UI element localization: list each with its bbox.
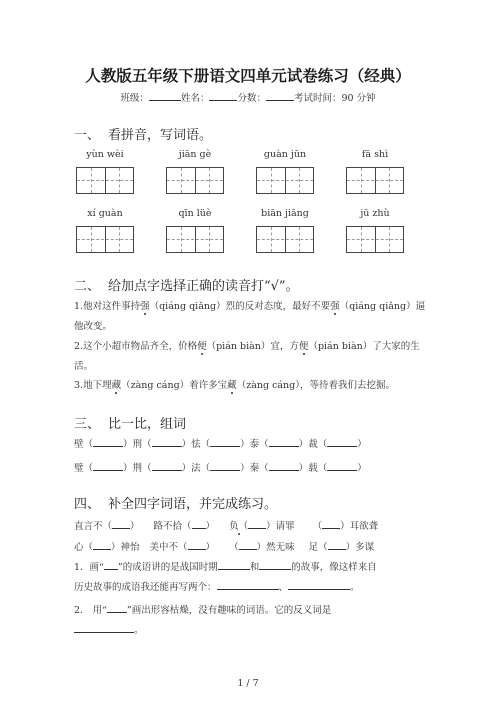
- pinyin-label: yùn wèi: [86, 149, 124, 160]
- writing-grid[interactable]: [346, 167, 404, 194]
- text: 2． 用“: [74, 605, 107, 616]
- section-2-title: 给加点字选择正确的读音打“√”。: [108, 279, 299, 294]
- answer-blank[interactable]: [322, 519, 340, 529]
- answer-blank[interactable]: [210, 437, 240, 447]
- writing-grid[interactable]: [166, 167, 224, 194]
- dotted-char: 藏: [227, 380, 237, 391]
- char: 秦: [249, 463, 260, 474]
- dotted-char: 强: [330, 301, 340, 312]
- paren: （: [83, 439, 94, 450]
- pinyin-label: biān jiāng: [261, 208, 309, 219]
- char: 壁: [74, 439, 84, 450]
- writing-grid[interactable]: [256, 167, 314, 194]
- pronunciation-options[interactable]: （pián biàn）了大家的生: [308, 341, 420, 352]
- text: 的故事，像这样来自: [291, 562, 377, 573]
- dotted-char: 藏: [111, 380, 122, 391]
- answer-blank[interactable]: [259, 560, 291, 570]
- answer-blank[interactable]: [288, 580, 350, 590]
- exam-time: 考试时间：90 分钟: [293, 93, 376, 104]
- text: ）多谋: [345, 542, 375, 553]
- text: 直言不（: [74, 521, 113, 532]
- paren: ）: [181, 439, 192, 450]
- class-blank[interactable]: [149, 91, 181, 101]
- text: 。: [350, 582, 360, 593]
- text: ）然无味: [256, 542, 295, 553]
- pinyin-label: guàn jūn: [263, 149, 307, 160]
- paren: （: [200, 439, 211, 450]
- section-4-title: 补全四字词语，并完成练习。: [108, 497, 278, 512]
- answer-blank[interactable]: [269, 461, 299, 471]
- text: ）请罪: [266, 521, 295, 532]
- answer-blank[interactable]: [239, 540, 257, 550]
- char: 璧: [74, 463, 84, 474]
- text: 和: [249, 562, 260, 573]
- char: 怯: [191, 439, 201, 450]
- pronunciation-options[interactable]: （pián biàn）宜，方: [206, 341, 299, 352]
- char: 刑: [132, 439, 143, 450]
- student-info-line: [0, 90, 496, 104]
- pronunciation-options[interactable]: （qiáng qiǎng）烈的反对态度，最好不要: [149, 301, 331, 312]
- text: 1.他对这件事持: [74, 301, 141, 312]
- dotted-char: 便: [197, 341, 207, 352]
- section-4-heading: [74, 493, 277, 512]
- writing-grid[interactable]: [346, 226, 404, 253]
- paren: （: [142, 463, 152, 474]
- char: 泰: [249, 439, 260, 450]
- idiom-row: [74, 518, 378, 532]
- section-2-number: 二、: [74, 279, 101, 294]
- text: ）: [130, 521, 140, 532]
- writing-grid[interactable]: [76, 167, 134, 194]
- text: ）: [205, 521, 216, 532]
- page-number: 1 / 7: [237, 678, 259, 689]
- section-3-heading: [74, 413, 186, 432]
- paren: ）: [298, 463, 309, 474]
- paren: ）: [357, 439, 367, 450]
- paren: （: [259, 439, 269, 450]
- answer-blank[interactable]: [218, 560, 250, 570]
- answer-blank[interactable]: [152, 461, 182, 471]
- paren: ）: [240, 463, 250, 474]
- text: ”的成语讲的是战国时期: [117, 562, 218, 573]
- char: 裁: [308, 439, 318, 450]
- paren: （: [200, 463, 211, 474]
- answer-blank[interactable]: [188, 540, 206, 550]
- text: （: [229, 542, 239, 553]
- question-line: [74, 338, 420, 352]
- text: 美中不（: [149, 542, 188, 553]
- section-3-number: 三、: [74, 417, 101, 432]
- question-line: [74, 622, 144, 636]
- answer-blank[interactable]: [248, 519, 266, 529]
- char: 荆: [132, 463, 143, 474]
- section-1-heading: [74, 124, 212, 143]
- name-label: 姓名：: [180, 93, 210, 104]
- answer-blank[interactable]: [152, 437, 182, 447]
- question-line: [74, 298, 425, 312]
- score-label: 分数：: [237, 93, 266, 104]
- compare-row: [74, 436, 367, 450]
- paren: （: [142, 439, 152, 450]
- text: ”画出形容枯燥，没有趣味的词语。它的反义词是: [126, 605, 332, 616]
- section-2-heading: [74, 275, 299, 294]
- class-label: 班级：: [120, 93, 149, 104]
- mark-sample: [107, 603, 127, 613]
- pinyin-label: qīn lüè: [178, 208, 212, 219]
- mark-sample: [104, 560, 118, 570]
- pinyin-label: xí guàn: [87, 208, 123, 219]
- compare-row: [74, 460, 367, 474]
- section-4-number: 四、: [74, 497, 101, 512]
- answer-blank[interactable]: [93, 437, 123, 447]
- text: 。: [134, 625, 144, 636]
- pinyin-label: fā shì: [361, 149, 389, 160]
- paren: ）: [123, 439, 133, 450]
- text: 历史故事的成语我还能再写两个：: [74, 582, 217, 593]
- question-line: [74, 602, 331, 616]
- paren: ）: [181, 463, 192, 474]
- idiom-row: [74, 539, 374, 553]
- text: ）耳欲聋: [340, 521, 379, 532]
- answer-blank[interactable]: [93, 540, 111, 550]
- writing-grid[interactable]: [166, 226, 224, 253]
- paren: ）: [240, 439, 250, 450]
- writing-grid[interactable]: [76, 226, 134, 253]
- question-line: 他改变。: [74, 321, 113, 332]
- text: 、: [278, 582, 289, 593]
- text: 3.地下埋: [74, 380, 112, 391]
- text: ）神怡: [111, 542, 140, 553]
- pronunciation-options[interactable]: （zàng cáng）着许多宝: [121, 380, 228, 391]
- text: 足（: [308, 542, 328, 553]
- paren: （: [83, 463, 94, 474]
- answer-blank[interactable]: [74, 623, 134, 633]
- pronunciation-options[interactable]: （qiáng qiǎng）逼: [339, 301, 426, 312]
- text: 2.这个小超市物品齐全，价格: [74, 341, 198, 352]
- score-blank[interactable]: [266, 91, 294, 101]
- dotted-char: 负（: [229, 521, 249, 532]
- question-line: 活。: [74, 361, 94, 372]
- paren: （: [317, 463, 328, 474]
- answer-blank[interactable]: [327, 461, 357, 471]
- text: ）: [205, 542, 216, 553]
- section-3-title: 比一比，组词: [108, 417, 187, 432]
- text: 1．画“: [74, 562, 104, 573]
- text: 路不拾（: [153, 521, 192, 532]
- paren: ）: [123, 463, 133, 474]
- answer-blank[interactable]: [93, 461, 123, 471]
- char: 载: [308, 463, 318, 474]
- paren: ）: [298, 439, 309, 450]
- writing-grid[interactable]: [256, 226, 314, 253]
- dotted-char: 便: [298, 341, 309, 352]
- pronunciation-options[interactable]: （zàng cáng），等待着我们去挖掘。: [236, 380, 396, 391]
- answer-blank[interactable]: [112, 519, 130, 529]
- page-title: 人教版五年级下册语文四单元试卷练习（经典）: [85, 66, 411, 85]
- question-line: [74, 377, 395, 391]
- paren: （: [317, 439, 328, 450]
- answer-blank[interactable]: [210, 461, 240, 471]
- section-1-number: 一、: [74, 128, 101, 143]
- answer-blank[interactable]: [269, 437, 299, 447]
- section-1-title: 看拼音，写词语。: [108, 128, 213, 143]
- pinyin-label: jū zhù: [360, 208, 390, 219]
- text: （: [312, 521, 323, 532]
- pinyin-label: jiān gè: [178, 149, 212, 160]
- question-line: [74, 579, 360, 593]
- answer-blank[interactable]: [192, 519, 206, 529]
- text: 心（: [74, 542, 94, 553]
- paren: ）: [357, 463, 367, 474]
- answer-blank[interactable]: [217, 580, 279, 590]
- question-line: [74, 559, 377, 573]
- char: 法: [191, 463, 201, 474]
- paren: （: [259, 463, 269, 474]
- name-blank[interactable]: [209, 91, 237, 101]
- answer-blank[interactable]: [328, 540, 346, 550]
- dotted-char: 强: [140, 301, 150, 312]
- answer-blank[interactable]: [327, 437, 357, 447]
